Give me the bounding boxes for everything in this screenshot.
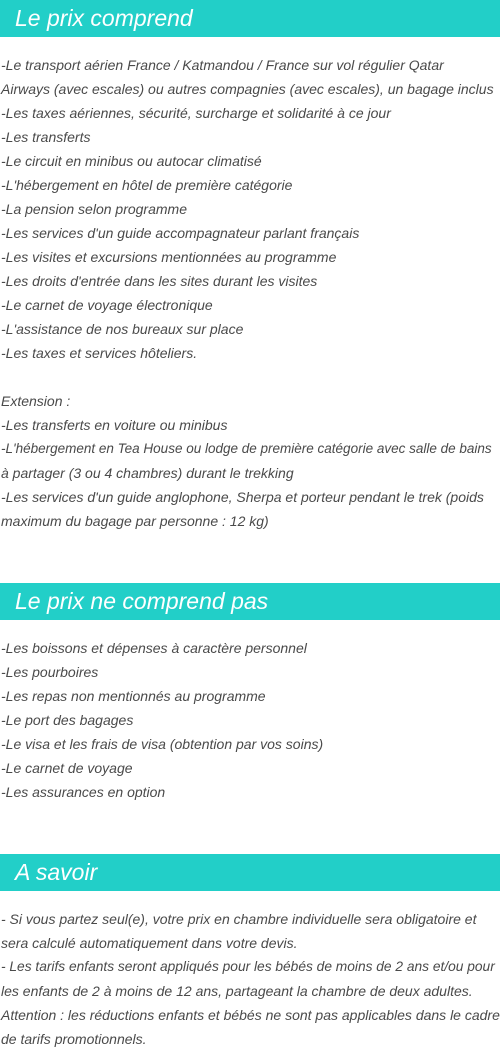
text-line: -Les assurances en option xyxy=(1,784,166,800)
section-title: Le prix comprend xyxy=(15,5,193,31)
text-line: Attention : les réductions enfants et bébés ne sont pas applicables dans le cadre xyxy=(1,1007,500,1023)
text-line: -Le transport aérien France / Katmandou / France sur vol régulier Qatar xyxy=(1,57,444,73)
section-header-prix-comprend xyxy=(0,0,500,37)
text-line: -Les visites et excursions mentionnées au programme xyxy=(1,249,337,265)
section-title: Le prix ne comprend pas xyxy=(15,588,269,614)
text-line: -Les boissons et dépenses à caractère personnel xyxy=(1,640,307,656)
text-line: -L'assistance de nos bureaux sur place xyxy=(1,321,244,337)
text-line: -Les transferts en voiture ou minibus xyxy=(1,417,228,433)
section-body-prix-ne-comprend-pas xyxy=(1,636,500,804)
text-line: -Les droits d'entrée dans les sites durant les visites xyxy=(1,273,318,289)
text-line: -Les taxes et services hôteliers. xyxy=(1,345,198,361)
text-line: -Les pourboires xyxy=(1,664,99,680)
text-line: les enfants de 2 à moins de 12 ans, partageant la chambre de deux adultes. xyxy=(1,983,473,999)
extension-heading: Extension : xyxy=(1,393,71,409)
text-line: -Les repas non mentionnés au programme xyxy=(1,688,266,704)
text-line: - Si vous partez seul(e), votre prix en chambre individuelle sera obligatoire et xyxy=(1,911,477,927)
text-line: -La pension selon programme xyxy=(1,201,187,217)
text-line: -Le circuit en minibus ou autocar climatisé xyxy=(1,153,262,169)
text-line: maximum du bagage par personne : 12 kg) xyxy=(1,513,269,529)
text-line: Airways (avec escales) ou autres compagnies (avec escales), un bagage inclus xyxy=(1,81,494,97)
section-header-a-savoir xyxy=(0,854,500,891)
section-body-a-savoir xyxy=(1,907,500,1051)
text-line: à partager (3 ou 4 chambres) durant le trekking xyxy=(1,465,294,481)
text-line: -Le port des bagages xyxy=(1,712,134,728)
text-line: -Les taxes aériennes, sécurité, surcharge et solidarité à ce jour xyxy=(1,105,391,121)
section-title: A savoir xyxy=(15,859,98,885)
text-line: de tarifs promotionnels. xyxy=(1,1031,147,1047)
text-line: sera calculé automatiquement dans votre devis. xyxy=(1,935,298,951)
section-header-prix-ne-comprend-pas xyxy=(0,583,500,620)
text-line: -Les services d'un guide accompagnateur parlant français xyxy=(1,225,360,241)
text-line: -L'hébergement en hôtel de première catégorie xyxy=(1,177,293,193)
text-line: -Les services d'un guide anglophone, Sherpa et porteur pendant le trek (poids xyxy=(1,489,484,505)
text-line: -Le carnet de voyage xyxy=(1,760,133,776)
text-line: - Les tarifs enfants seront appliqués pour les bébés de moins de 2 ans et/ou pour xyxy=(1,959,495,974)
text-line: -Le visa et les frais de visa (obtention par vos soins) xyxy=(1,736,324,752)
text-line: -L'hébergement en Tea House ou lodge de première catégorie avec salle de bains xyxy=(1,441,492,456)
blank-line xyxy=(1,365,500,389)
text-line: -Le carnet de voyage électronique xyxy=(1,297,213,313)
text-line: -Les transferts xyxy=(1,129,91,145)
section-body-prix-comprend xyxy=(1,53,500,533)
